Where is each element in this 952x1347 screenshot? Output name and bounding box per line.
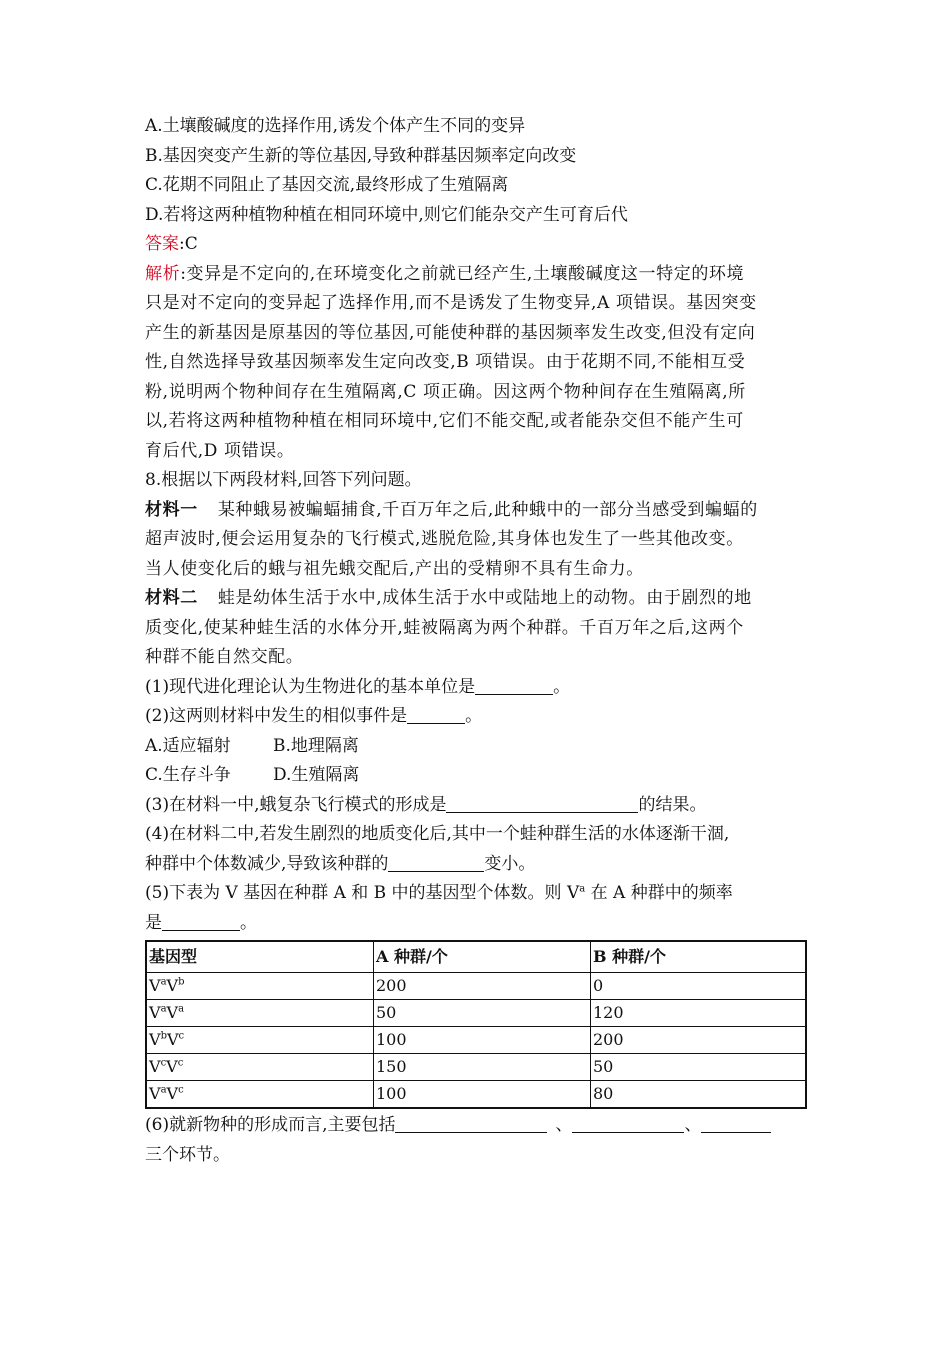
option-item: A.适应辐射	[145, 735, 231, 756]
allele-superscript: a	[160, 1084, 167, 1096]
material-1-label: 材料一	[145, 499, 198, 520]
sub-question-5	[145, 879, 810, 909]
answer-label: 答案	[145, 234, 179, 254]
sub-question-3-text: (3)在材料一中,蛾复杂飞行模式的形成是	[145, 794, 447, 815]
option-a: A.土壤酸碱度的选择作用,诱发个体产生不同的变异	[145, 116, 526, 136]
gene-symbol: V	[166, 1057, 178, 1076]
explanation-line	[145, 260, 810, 290]
allele-superscript: a	[160, 1003, 167, 1015]
count-cell-b: 50	[591, 1054, 807, 1081]
answer-value: :C	[179, 234, 198, 254]
answer-blank[interactable]	[701, 1114, 771, 1133]
table-row	[146, 1000, 806, 1027]
allele-superscript: b	[178, 976, 185, 988]
gene-symbol: V	[166, 976, 179, 995]
explanation-line: 以,若将这两种植物种植在相同环境中,它们不能交配,或者能杂交但不能产生可	[145, 411, 744, 431]
allele-superscript: a	[178, 1003, 185, 1015]
genotype-cell	[146, 1000, 374, 1027]
allele-superscript: c	[160, 1057, 167, 1069]
gene-symbol: V	[166, 1003, 179, 1022]
table-row	[146, 1081, 806, 1109]
allele-superscript: c	[178, 1030, 185, 1042]
count-cell-a: 100	[374, 1027, 591, 1054]
genotype-cell	[146, 1054, 374, 1081]
sub-question-4-end: 变小。	[484, 853, 536, 874]
sub-question-1-text: (1)现代进化理论认为生物进化的基本单位是	[145, 676, 476, 697]
count-cell-a: 100	[374, 1081, 591, 1109]
sub-question-2	[145, 702, 810, 732]
genotype-cell	[146, 973, 374, 1000]
material-2-line	[145, 584, 810, 614]
question-8-stem: 8.根据以下两段材料,回答下列问题。	[145, 470, 422, 490]
sub-question-3	[145, 791, 810, 821]
answer-blank[interactable]	[475, 676, 553, 695]
table-row	[146, 973, 806, 1000]
worksheet-page	[145, 112, 810, 1170]
table-header: 基因型	[146, 941, 374, 973]
explanation-line: 粉,说明两个物种间存在生殖隔离,C 项正确。因这两个物种间存在生殖隔离,所	[145, 381, 746, 402]
gene-symbol: V	[166, 1030, 179, 1049]
gene-symbol: V	[149, 1003, 161, 1022]
separator: 、	[555, 1115, 573, 1135]
allele-superscript: a	[160, 976, 167, 988]
table-header: A 种群/个	[374, 941, 591, 973]
sub-question-5	[145, 909, 810, 939]
explanation-text: :变异是不定向的,在环境变化之前就已经产生,土壤酸碱度这一特定的环境	[180, 263, 745, 284]
gene-symbol: V	[149, 1057, 161, 1076]
sub-question-4-text: 种群中个体数减少,导致该种群的	[145, 853, 389, 874]
gene-symbol: V	[149, 1084, 161, 1103]
table-header-row	[146, 941, 806, 973]
material-1-line: 当人使变化后的蛾与祖先蛾交配后,产出的受精卵不具有生命力。	[145, 558, 644, 579]
option-c: C.花期不同阻止了基因交流,最终形成了生殖隔离	[145, 175, 509, 195]
option-item: D.生殖隔离	[273, 765, 360, 785]
material-2-label: 材料二	[145, 588, 198, 608]
answer-blank[interactable]	[572, 1114, 684, 1133]
material-2-line: 质变化,使某种蛙生活的水体分开,蛙被隔离为两个种群。千百万年之后,这两个	[145, 617, 744, 638]
allele-superscript: c	[178, 1084, 184, 1096]
sub-question-4	[145, 850, 810, 880]
gene-symbol: V	[149, 976, 161, 995]
table-row	[146, 1027, 806, 1054]
separator: 、	[684, 1115, 702, 1135]
count-cell-b: 80	[591, 1081, 807, 1109]
sub-question-2-options	[145, 761, 810, 791]
allele-superscript: c	[177, 1057, 184, 1069]
genotype-cell	[146, 1027, 374, 1054]
count-cell-b: 200	[591, 1027, 807, 1054]
answer-blank[interactable]	[395, 1114, 547, 1133]
count-cell-b: 0	[591, 973, 807, 1000]
sub-question-5-text: (5)下表为 V 基因在种群 A 和 B 中的基因型个体数。则 V	[145, 883, 580, 903]
count-cell-a: 50	[374, 1000, 591, 1027]
material-1-line: 超声波时,便会运用复杂的飞行模式,逃脱危险,其身体也发生了一些其他改变。	[145, 529, 744, 549]
sub-question-6	[145, 1111, 810, 1141]
sub-question-1-end: 。	[553, 676, 571, 697]
answer-blank[interactable]	[388, 853, 484, 872]
table-header: B 种群/个	[591, 941, 807, 973]
option-item: B.地理隔离	[273, 735, 359, 756]
sub-question-3-end: 的结果。	[638, 794, 707, 815]
sub-question-2-options	[145, 732, 810, 762]
genotype-table	[145, 940, 807, 1109]
allele-superscript: b	[160, 1030, 167, 1042]
option-d: D.若将这两种植物种植在相同环境中,则它们能杂交产生可育后代	[145, 204, 628, 225]
table-row	[146, 1054, 806, 1081]
sub-question-6-text: (6)就新物种的形成而言,主要包括	[145, 1115, 396, 1135]
sub-question-2-text: (2)这两则材料中发生的相似事件是	[145, 706, 408, 726]
option-b: B.基因突变产生新的等位基因,导致种群基因频率定向改变	[145, 145, 577, 166]
material-1-line	[145, 496, 810, 526]
explanation-line: 只是对不定向的变异起了选择作用,而不是诱发了生物变异,A 项错误。基因突变	[145, 293, 757, 313]
material-2-line: 种群不能自然交配。	[145, 647, 304, 667]
option-item: C.生存斗争	[145, 765, 231, 785]
explanation-line: 育后代,D 项错误。	[145, 440, 295, 461]
count-cell-a: 150	[374, 1054, 591, 1081]
explanation-line: 产生的新基因是原基因的等位基因,可能使种群的基因频率发生改变,但没有定向	[145, 322, 756, 343]
sub-question-2-end: 。	[465, 706, 483, 726]
sub-question-5-text: 在 A 种群中的频率	[585, 883, 733, 903]
count-cell-b: 120	[591, 1000, 807, 1027]
material-1-text: 某种蛾易被蝙蝠捕食,千百万年之后,此种蛾中的一部分当感受到蝙蝠的	[217, 499, 758, 520]
sub-question-5-end: 。	[240, 912, 257, 933]
superscript: a	[579, 883, 586, 895]
sub-question-1	[145, 673, 810, 703]
explanation-label: 解析	[145, 263, 181, 284]
sub-question-5-text: 是	[145, 912, 162, 933]
answer-blank[interactable]	[446, 794, 638, 813]
count-cell-a: 200	[374, 973, 591, 1000]
answer-blank[interactable]	[407, 705, 465, 724]
answer-line	[145, 230, 810, 260]
answer-blank[interactable]	[162, 912, 240, 931]
gene-symbol: V	[166, 1084, 179, 1103]
sub-question-6: 三个环节。	[145, 1144, 230, 1165]
sub-question-4: (4)在材料二中,若发生剧烈的地质变化后,其中一个蛙种群生活的水体逐渐干涸,	[145, 824, 730, 844]
genotype-cell	[146, 1081, 374, 1109]
gene-symbol: V	[149, 1030, 161, 1049]
explanation-line: 性,自然选择导致基因频率发生定向改变,B 项错误。由于花期不同,不能相互受	[145, 352, 746, 372]
material-2-text: 蛙是幼体生活于水中,成体生活于水中或陆地上的动物。由于剧烈的地	[217, 588, 752, 608]
